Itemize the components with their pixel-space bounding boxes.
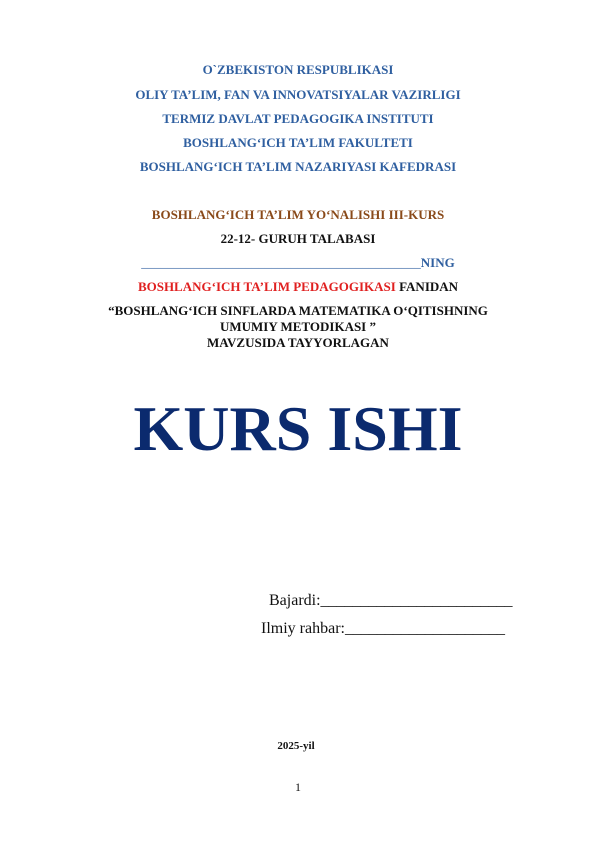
page-number: 1	[295, 780, 301, 794]
faculty-name: BOSHLANG‘ICH TA’LIM FAKULTETI	[183, 135, 413, 150]
topic-line-1: “BOSHLANG‘ICH SINFLARDA MATEMATIKA O‘QITISHNING	[108, 303, 488, 318]
student-name-suffix: NING	[420, 255, 455, 270]
student-name-blank: ___________________________________________	[141, 255, 421, 270]
subject-name: BOSHLANG‘ICH TA’LIM PEDAGOGIKASI	[137, 279, 396, 294]
student-name-line	[0, 255, 596, 271]
topic-line-2: UMUMIY METODIKASI ”	[219, 319, 376, 334]
student-group: 22-12- GURUH TALABASI	[220, 231, 376, 246]
department-name: BOSHLANG‘ICH TA’LIM NAZARIYASI KAFEDRASI	[139, 159, 457, 174]
done-by-signature: Bajardi:________________________	[269, 592, 513, 609]
subject-suffix: FANIDAN	[395, 279, 459, 294]
ministry-name: OLIY TA’LIM, FAN VA INNOVATSIYALAR VAZIRLIGI	[135, 87, 461, 102]
subject-line	[0, 279, 596, 295]
document-title: KURS ISHI	[133, 393, 463, 464]
ministry-country: O`ZBEKISTON RESPUBLIKASI	[202, 62, 394, 77]
topic-line-3: MAVZUSIDA TAYYORLAGAN	[207, 335, 389, 350]
study-direction: BOSHLANG‘ICH TA’LIM YO‘NALISHI III-KURS	[151, 207, 445, 222]
supervisor-signature: Ilmiy rahbar:____________________	[261, 620, 505, 637]
institute-name: TERMIZ DAVLAT PEDAGOGIKA INSTITUTI	[162, 111, 434, 126]
year-label: 2025-yil	[277, 740, 315, 752]
